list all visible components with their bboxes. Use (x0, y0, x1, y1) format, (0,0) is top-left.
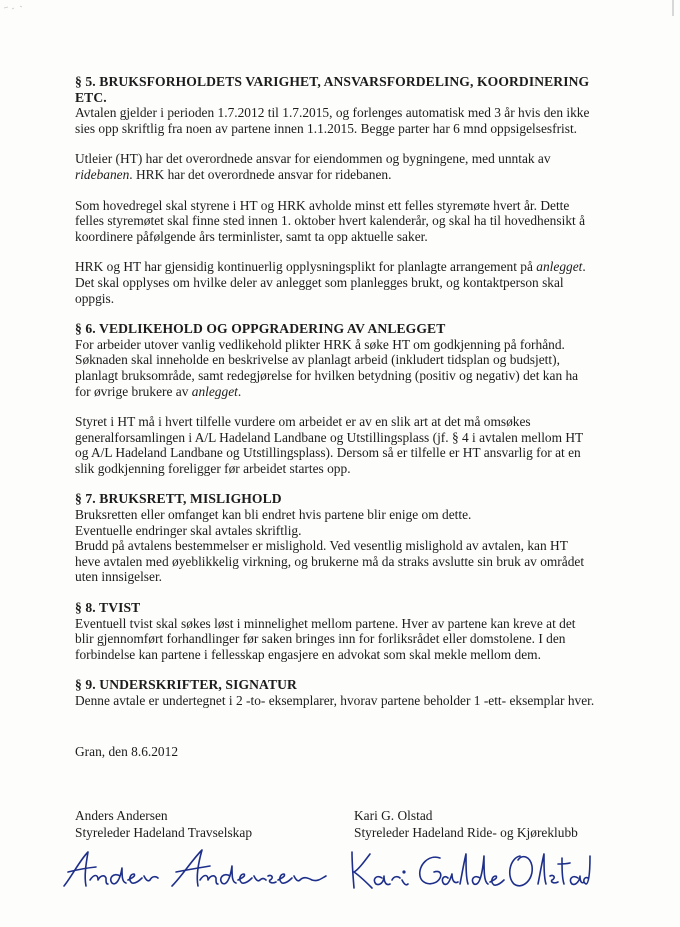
section-6-heading: § 6. VEDLIKEHOLD OG OPPGRADERING AV ANLEGGET (75, 321, 446, 337)
scan-margin-mark (672, 0, 674, 16)
section-7-line-1: Bruksretten eller omfanget kan bli endret hvis partene blir enige om dette. (75, 507, 472, 523)
section-6-paragraph-1 (75, 337, 595, 399)
section-5-paragraph-4-emphasis: anlegget (536, 259, 583, 275)
section-5-paragraph-2-text-a: Utleier (HT) har det overordnede ansvar for eiendommen og bygningene, med unntak av (75, 151, 551, 167)
section-9-paragraph-1: Denne avtale er undertegnet i 2 -to- eksemplarer, hvorav partene beholder 1 -ett- eksemplar hver. (75, 693, 595, 708)
section-8-heading: § 8. TVIST (75, 600, 141, 616)
section-5-paragraph-2 (75, 151, 595, 182)
section-5-paragraph-4-text-b: . Det skal opplyses om hvilke deler av anlegget som planlegges brukt, og kontaktperson skal oppgis. (75, 259, 586, 306)
section-5-paragraph-1: Avtalen gjelder i perioden 1.7.2012 til 1.7.2015, og forlenges automatisk med 3 år hvis den ikke sies opp skriftlig fra noen av partene innen 1.1.2015. Begge parter har 6 mnd oppsigelsesfrist. (75, 105, 590, 136)
section-5-paragraph-2-text-b: . HRK har det overordnede ansvar for ridebanen. (129, 166, 392, 182)
section-7-line-2: Eventuelle endringer skal avtales skriftlig. (75, 522, 302, 538)
signatory-left-name: Anders Andersen (75, 808, 168, 823)
section-5-paragraph-4 (75, 259, 595, 306)
signatory-right-title: Styreleder Hadeland Ride- og Kjøreklubb (354, 824, 578, 840)
date-line: Gran, den 8.6.2012 (75, 744, 179, 759)
signature-left-handwritten (60, 846, 330, 892)
signatory-right-name: Kari G. Olstad (354, 808, 433, 823)
section-6-paragraph-1-emphasis: anlegget (191, 383, 238, 399)
section-5 (75, 74, 595, 306)
document-body (75, 74, 595, 709)
signature-right-handwritten (344, 848, 592, 892)
section-9-heading: § 9. UNDERSKRIFTER, SIGNATUR (75, 677, 297, 693)
signatory-left (75, 808, 252, 841)
section-7 (75, 491, 595, 585)
section-8-paragraph-1: Eventuell tvist skal søkes løst i minnelighet mellom partene. Hver av partene kan kreve at det blir gjennomført forhandlinger før saken bringes inn for forliksrådet eller domstolene. I den forbindelse kan partene i fellesskap engasjere en advokat som skal mekle mellom dem. (75, 615, 576, 662)
section-5-paragraph-4-text-a: HRK og HT har gjensidig kontinuerlig opplysningsplikt for planlagte arrangement på (75, 259, 537, 275)
section-6-paragraph-1-text-b: . (237, 383, 242, 399)
section-5-paragraph-2-emphasis: ridebanen (75, 166, 130, 182)
signatory-right (354, 808, 578, 841)
section-5-paragraph-3: Som hovedregel skal styrene i HT og HRK avholde minst ett felles styremøte hvert år. Dette felles styremøtet skal finne sted innen 1. oktober hvert kalenderår, og skal ha til hovedhensikt å koordinere påfølgende års terminlister, samt ta opp aktuelle saker. (75, 197, 586, 244)
section-7-line-3: Brudd på avtalens bestemmelser er mislighold. Ved vesentlig mislighold av avtalen, kan HT heve avtalen med øyeblikkelig virkning, og brukerne må da straks avslutte sin bruk av området uten innsigelser. (75, 538, 585, 585)
section-8 (75, 600, 595, 662)
section-6-paragraph-1-text-a: For arbeider utover vanlig vedlikehold plikter HRK å søke HT om godkjenning på forhånd. Søknaden skal inneholde en beskrivelse av planlagt arbeid (inkludert tidsplan og budsjett), planlagt bruksområde, samt redegjørelse for hvilken betydning (positiv og negativ) det kan ha for øvrige brukere av (75, 336, 579, 399)
scan-corner-mark (2, 2, 38, 12)
section-6 (75, 321, 595, 476)
section-5-heading: § 5. BRUKSFORHOLDETS VARIGHET, ANSVARSFORDELING, KOORDINERING ETC. (75, 74, 590, 105)
section-7-heading: § 7. BRUKSRETT, MISLIGHOLD (75, 491, 282, 507)
signatory-left-title: Styreleder Hadeland Travselskap (75, 824, 253, 840)
section-6-paragraph-2: Styret i HT må i hvert tilfelle vurdere om arbeidet er av en slik art at det må omsøkes generalforsamlingen i A/L Hadeland Landbane og Utstillingsplass (jf. § 4 i avtalen mellom HT og A/L Hadeland Landbane og Utstillingsplass). Dersom så er tilfelle er HT ansvarlig for at en slik godkjenning foreligger før arbeidet startes opp. (75, 414, 583, 476)
section-9 (75, 677, 595, 708)
